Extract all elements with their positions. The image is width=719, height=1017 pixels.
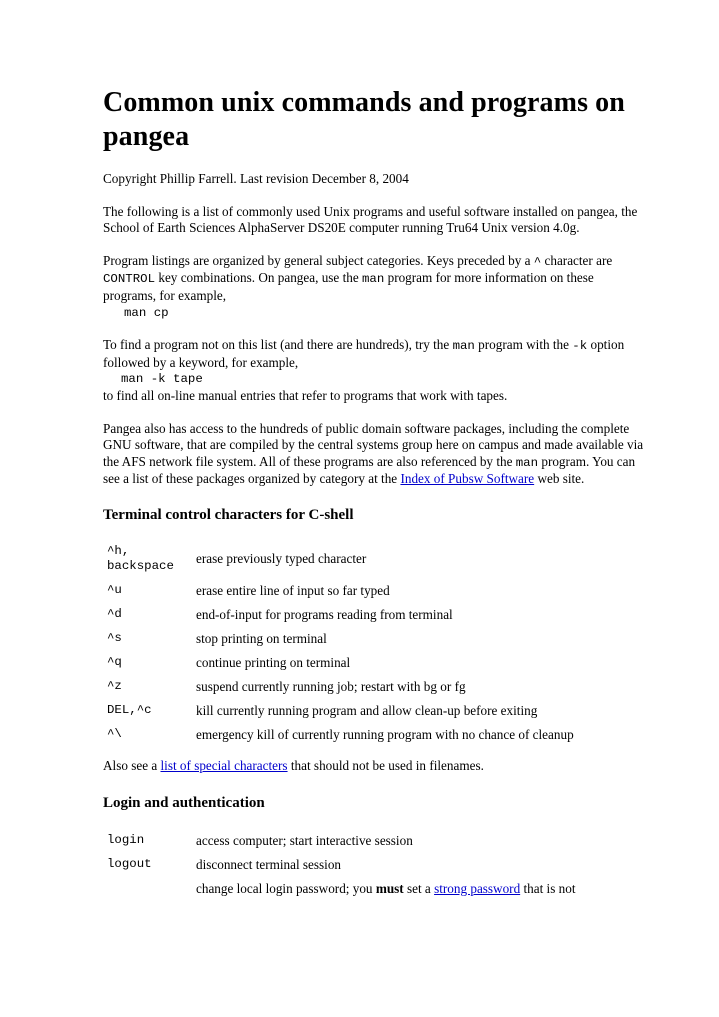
table-row — [103, 675, 574, 699]
command-description: access computer; start interactive session — [196, 832, 413, 848]
section-heading-terminal-control: Terminal control characters for C-shell — [103, 506, 354, 523]
table-row — [103, 699, 574, 723]
listing-paragraph: Program listings are organized by general subject categories. Keys preceded by a ^ character are CONTROL key combinations. On pangea, use the man program for more information on these programs, for example, man cp — [103, 253, 648, 321]
command-description: suspend currently running job; restart with bg or fg — [196, 678, 466, 694]
command-description: change local login password; you must set a strong password that is not — [196, 880, 576, 896]
command-key: DEL,^c — [107, 703, 152, 718]
command-key: ^h, backspace — [107, 543, 174, 573]
intro-paragraph: The following is a list of commonly used Unix programs and useful software installed on pangea, the School of Earth Sciences AlphaServer DS20E computer running Tru64 Unix version 4.0g. — [103, 203, 638, 236]
command-description: kill currently running program and allow clean-up before exiting — [196, 702, 538, 718]
command-key: login — [107, 833, 145, 847]
table-row — [103, 829, 576, 853]
example-man-cp: man cp — [124, 305, 169, 320]
table-row — [103, 723, 574, 747]
section-heading-login: Login and authentication — [103, 794, 265, 811]
table-row — [103, 579, 574, 603]
man-code: man — [452, 339, 475, 354]
command-key — [103, 877, 196, 901]
must-emphasis: must — [375, 880, 404, 896]
command-key: ^d — [107, 607, 122, 622]
command-description: stop printing on terminal — [196, 630, 327, 646]
option-k-code: -k — [572, 339, 588, 354]
find-program-paragraph: To find a program not on this list (and there are hundreds), try the man program with the -k option followed by a keyword, for example, man -k tape to find all on-line manual entries that refer to programs that work with tapes. — [103, 337, 648, 404]
table-row — [103, 627, 574, 651]
table-row — [103, 853, 576, 877]
command-key: ^s — [107, 631, 122, 646]
command-description: emergency kill of currently running program with no chance of cleanup — [196, 726, 574, 742]
command-description: erase entire line of input so far typed — [196, 582, 390, 598]
command-description: end-of-input for programs reading from terminal — [196, 606, 453, 622]
caret-code: ^ — [533, 254, 542, 269]
table-row — [103, 877, 576, 901]
man-code: man — [361, 272, 385, 287]
page-title: Common unix commands and programs on pangea — [103, 87, 625, 152]
command-description: erase previously typed character — [196, 550, 367, 566]
special-characters-link[interactable]: list of special characters — [160, 757, 288, 773]
command-description: disconnect terminal session — [196, 856, 342, 872]
pubsw-index-link[interactable]: Index of Pubsw Software — [400, 471, 535, 487]
command-key: ^z — [107, 679, 122, 694]
command-key: ^q — [107, 655, 122, 670]
terminal-control-table — [103, 539, 574, 747]
special-characters-note: Also see a list of special characters that should not be used in filenames. — [103, 757, 484, 773]
command-key: logout — [107, 857, 152, 871]
strong-password-link[interactable]: strong password — [434, 880, 521, 896]
table-row — [103, 651, 574, 675]
copyright-line: Copyright Phillip Farrell. Last revision December 8, 2004 — [103, 171, 409, 186]
document-content — [103, 86, 648, 901]
example-man-k-tape: man -k tape — [121, 372, 203, 387]
command-key: ^u — [107, 583, 122, 598]
login-table — [103, 829, 576, 901]
man-code: man — [515, 455, 539, 470]
control-code: CONTROL — [103, 272, 156, 287]
pubsw-paragraph: Pangea also has access to the hundreds of public domain software packages, including the complete GNU software, that are compiled by the central systems group here on campus and made available via the AFS network file system. All of these programs are also referenced by the man program. You can see a list of these packages organized by category at the Index of Pubsw Software web site. — [103, 420, 644, 487]
command-key: ^\ — [107, 727, 122, 742]
table-row — [103, 603, 574, 627]
command-description: continue printing on terminal — [196, 654, 351, 670]
table-row — [103, 539, 574, 579]
